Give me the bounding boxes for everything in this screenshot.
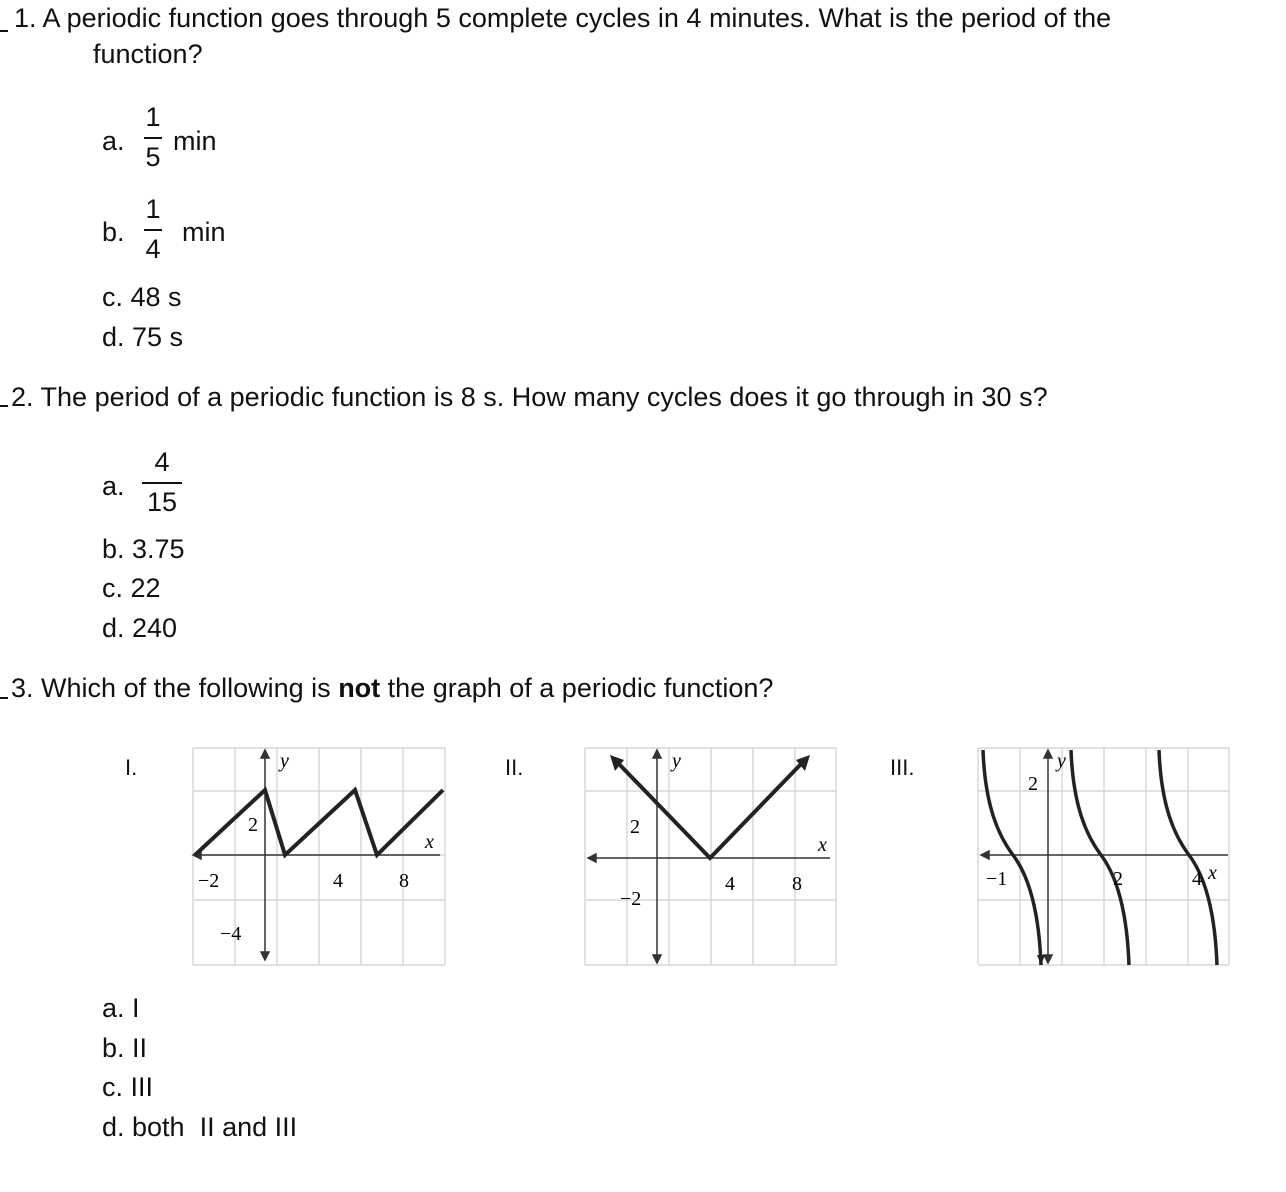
- graph-1-y-label: y: [280, 750, 289, 772]
- q1-option-b-letter: b.: [102, 217, 125, 247]
- q3-option-c: c. III: [102, 1072, 154, 1102]
- question-3: [11, 675, 773, 702]
- q1-option-b-unit: min: [182, 217, 226, 247]
- question-2-number: 2.: [11, 382, 34, 412]
- q2-option-a-denominator: 15: [146, 487, 178, 517]
- graph-3-x-label: x: [1208, 862, 1217, 884]
- q3-option-b: b. II: [102, 1033, 148, 1063]
- answer-blank-2[interactable]: [0, 405, 8, 407]
- graph-2: [580, 745, 845, 970]
- graph-3-y-label: y: [1057, 750, 1066, 772]
- fraction-bar: [144, 229, 162, 231]
- q1-option-b-denominator: 4: [145, 234, 161, 264]
- graph-3-tick-2x: 2: [1113, 868, 1123, 890]
- q2-option-a-letter: a.: [102, 471, 125, 501]
- q1-option-a-fraction: [140, 104, 166, 171]
- q2-option-d: d. 240: [102, 613, 178, 643]
- graph-1-tick-4: 4: [333, 870, 343, 892]
- q1-option-a-unit: min: [173, 126, 217, 156]
- graph-3-tick-4: 4: [1192, 868, 1202, 890]
- question-3-text-bold: not: [338, 673, 381, 703]
- graph-3-tick-2y: 2: [1028, 773, 1038, 795]
- graph-3-label: III.: [890, 755, 915, 780]
- q1-option-a-letter: a.: [102, 126, 125, 156]
- fraction-bar: [142, 482, 182, 484]
- question-3-text-after: the graph of a periodic function?: [380, 673, 774, 703]
- q2-option-a-numerator: 4: [154, 447, 170, 477]
- question-1-text: A periodic function goes through 5 complete cycles in 4 minutes. What is the period of the: [42, 3, 1112, 33]
- answer-blank-1[interactable]: [0, 30, 8, 32]
- question-2-text: The period of a periodic function is 8 s. How many cycles does it go through in 30 s?: [40, 382, 1048, 412]
- graph-1-tick-neg2: −2: [198, 870, 220, 892]
- graph-2-v-shape: [618, 763, 802, 858]
- graph-1: [185, 745, 455, 970]
- graph-2-x-label: x: [818, 834, 827, 856]
- graph-1-tick-8: 8: [399, 870, 409, 892]
- q2-option-a-fraction: [140, 449, 184, 516]
- question-3-text-before: Which of the following is: [41, 673, 339, 703]
- question-2: [11, 384, 1048, 411]
- question-3-number: 3.: [11, 673, 34, 703]
- q1-option-a-denominator: 5: [145, 142, 161, 172]
- question-1-number: 1.: [14, 3, 37, 33]
- q1-option-d: d. 75 s: [102, 322, 184, 352]
- graph-3: [973, 745, 1238, 970]
- graph-3-tick-neg1: −1: [986, 868, 1008, 890]
- q3-option-d: d. both II and III: [102, 1112, 298, 1142]
- graph-1-x-label: x: [425, 831, 434, 853]
- q1-option-c: c. 48 s: [102, 282, 182, 312]
- q1-option-b-fraction: [140, 196, 166, 263]
- graph-3-arrow: [1037, 955, 1045, 965]
- q1-option-a-numerator: 1: [145, 102, 161, 132]
- fraction-bar: [144, 137, 162, 139]
- graph-1-label: I.: [125, 755, 138, 780]
- graph-2-tick-8: 8: [792, 873, 802, 895]
- graph-1-tick-2: 2: [248, 814, 258, 836]
- q2-option-b: b. 3.75: [102, 534, 185, 564]
- graph-2-y-label: y: [672, 750, 681, 772]
- q2-option-c: c. 22: [102, 573, 161, 603]
- question-1-text-cont: function?: [93, 39, 203, 69]
- question-1: [14, 5, 1111, 32]
- graph-2-tick-neg2: −2: [620, 888, 642, 910]
- graph-2-tick-2: 2: [630, 816, 640, 838]
- graph-2-label: II.: [505, 755, 524, 780]
- q1-option-b-numerator: 1: [145, 194, 161, 224]
- answer-blank-3[interactable]: [0, 697, 8, 699]
- q3-option-a: a. I: [102, 993, 140, 1023]
- graph-2-tick-4: 4: [725, 873, 735, 895]
- graph-1-tick-neg4: −4: [220, 923, 242, 945]
- graph-3-curves: [983, 750, 1217, 965]
